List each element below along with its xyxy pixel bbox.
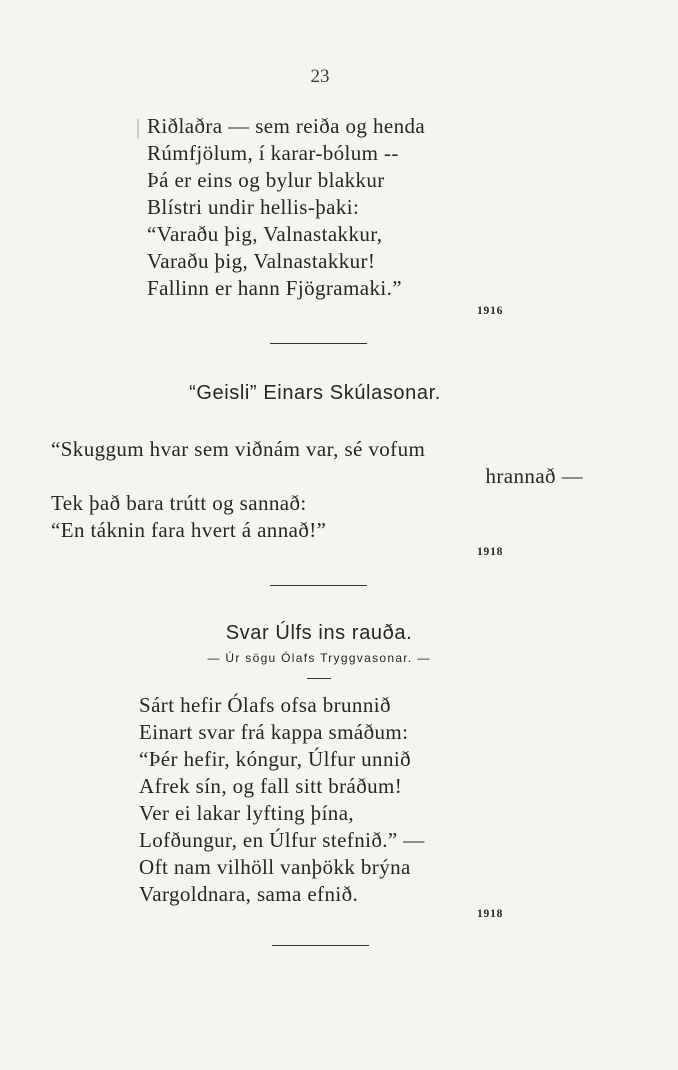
poem-2-title: “Geisli” Einars Skúlasonar. [189, 382, 441, 404]
section-divider-2 [270, 585, 367, 586]
poem-3-subtitle: — Úr sögu Ólafs Tryggvasonar. — [207, 651, 431, 665]
poem-1-line-1: Riðlaðra — sem reiða og henda [147, 114, 426, 138]
poem-3-line-1: Sárt hefir Ólafs ofsa brunnið [139, 693, 391, 717]
poem-2-line-1-continuation: hrannað — [485, 464, 583, 488]
poem-2-year: 1918 [477, 546, 504, 558]
poem-1-line-2: Rúmfjölum, í karar-bólum -- [147, 141, 399, 165]
poem-3-title: Svar Úlfs ins rauða. [225, 622, 413, 644]
poem-3-line-4: Afrek sín, og fall sitt bráðum! [139, 774, 403, 798]
poem-1-line-6: Varaðu þig, Valnastakkur! [147, 249, 376, 273]
poem-3-line-7: Oft nam vilhöll vanþökk brýna [139, 855, 411, 879]
poem-1-line-3: Þá er eins og bylur blakkur [147, 168, 385, 192]
page-number: 23 [310, 66, 330, 87]
section-divider-3 [272, 945, 369, 946]
poem-3-line-8: Vargoldnara, sama efnið. [139, 882, 359, 906]
poem-3-line-2: Einart svar frá kappa smáðum: [139, 720, 409, 744]
poem-3-title-rule [307, 678, 331, 679]
poem-3-line-3: “Þér hefir, kóngur, Úlfur unnið [139, 747, 411, 771]
margin-mark [137, 119, 139, 139]
poem-1-line-7: Fallinn er hann Fjögramaki.” [147, 276, 402, 300]
poem-2-line-3: “En táknin fara hvert á annað!” [51, 518, 327, 542]
poem-2-line-2: Tek það bara trútt og sannað: [51, 491, 307, 515]
poem-1-year: 1916 [477, 305, 504, 317]
poem-1-line-5: “Varaðu þig, Valnastakkur, [147, 222, 383, 246]
poem-1-line-4: Blístri undir hellis-þaki: [147, 195, 360, 219]
poem-3-year: 1918 [477, 908, 504, 920]
section-divider-1 [270, 343, 367, 344]
poem-3-line-6: Lofðungur, en Úlfur stefnið.” — [139, 828, 425, 852]
poem-3-line-5: Ver ei lakar lyfting þína, [139, 801, 355, 825]
poem-2-line-1: “Skuggum hvar sem viðnám var, sé vofum [51, 437, 426, 461]
